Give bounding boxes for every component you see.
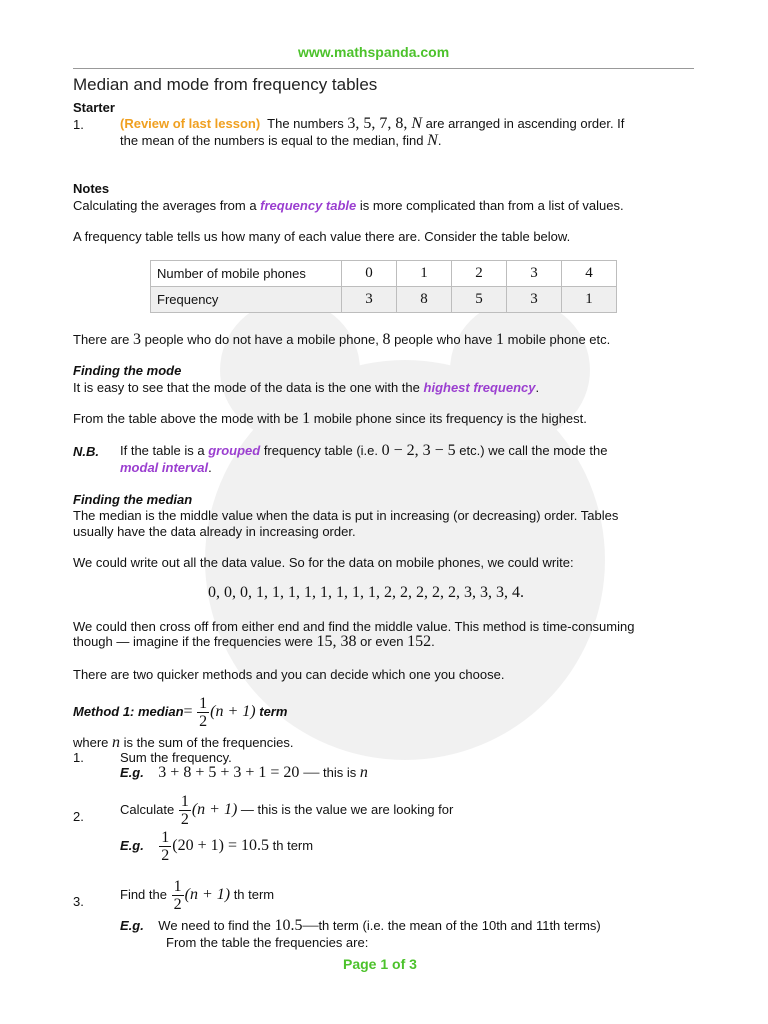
expression: (n + 1) (191, 800, 238, 818)
number: 3 (133, 331, 141, 348)
step-1-text: Sum the frequency. (120, 750, 232, 765)
starter-text-2: are arranged in ascending order. If (425, 116, 625, 131)
notes-paragraph-2: A frequency table tells us how many of each value there are. Consider the table below. (73, 229, 571, 244)
variable-n: n (112, 734, 121, 751)
site-url[interactable]: www.mathspanda.com (298, 44, 450, 60)
text: frequency table (i.e. (263, 443, 378, 458)
fraction-half (172, 878, 184, 913)
step-2-number: 2. (73, 809, 84, 824)
table-cell: 3 (507, 261, 562, 287)
denominator: 2 (199, 713, 208, 730)
table-cell: 8 (397, 287, 452, 313)
text: people who do not have a mobile phone, (144, 332, 379, 347)
step-3-example-2: From the table the frequencies are: (166, 935, 369, 950)
mode-paragraph-1 (73, 380, 539, 395)
table-cell: 5 (452, 287, 507, 313)
text: There are (73, 332, 130, 347)
sum-equation: 3 + 8 + 5 + 3 + 1 = 20 — (158, 764, 320, 781)
text: though — imagine if the frequencies were (73, 634, 313, 649)
median-paragraph-2: We could write out all the data value. So for the data on mobile phones, we could write: (73, 555, 574, 570)
denominator: 2 (173, 896, 182, 913)
table-cell: 2 (452, 261, 507, 287)
text: Calculating the averages from a (73, 198, 257, 213)
median-paragraph-3a: We could then cross off from either end and find the middle value. This method is time-consuming (73, 619, 635, 634)
starter-line-1 (120, 115, 624, 133)
panda-watermark (170, 290, 640, 810)
fraction-half (159, 829, 171, 864)
median-paragraph-4: There are two quicker methods and you can decide which one you choose. (73, 667, 505, 682)
mode-paragraph-2 (73, 410, 587, 428)
table-cell: 0 (342, 261, 397, 287)
modal-interval-term: modal interval (120, 460, 209, 475)
text: mobile phone etc. (507, 332, 611, 347)
text: th term (i.e. the mean of the 10th and 11th terms) (318, 918, 601, 933)
text: where (73, 735, 109, 750)
starter-text-3: the mean of the numbers is equal to the median, find (120, 133, 424, 148)
denominator: 2 (161, 847, 170, 864)
text: or even (360, 634, 404, 649)
starter-period: . (437, 133, 442, 148)
starter-number: 1. (73, 117, 84, 132)
median-paragraph-1a: The median is the middle value when the data is put in increasing (or decreasing) order. Tables (73, 508, 619, 523)
table-cell: 3 (342, 287, 397, 313)
number: 15, 38 (316, 633, 357, 650)
table-cell: 3 (507, 287, 562, 313)
interval-example: 0 − 2, 3 − 5 (381, 442, 456, 459)
notes-heading: Notes (73, 181, 110, 196)
method1-formula (73, 695, 287, 730)
text: is the sum of the frequencies. (123, 735, 294, 750)
number: 1 (496, 331, 504, 348)
text: We need to find the (158, 918, 271, 933)
fraction-half (179, 793, 191, 828)
expression: (n + 1) (210, 702, 256, 720)
numerator: 1 (173, 878, 182, 895)
median-paragraph-3b (73, 633, 435, 651)
step-3-text (120, 878, 274, 913)
highest-frequency-term: highest frequency (423, 380, 536, 395)
text: mobile phone since its frequency is the highest. (313, 411, 587, 426)
row-label: Frequency (151, 287, 342, 313)
page-number: Page 1 of 3 (343, 956, 417, 972)
starter-heading: Starter (73, 100, 115, 115)
text: Find the (120, 886, 167, 902)
table-cell: 1 (397, 261, 452, 287)
text: — this is the value we are looking for (240, 801, 454, 817)
denominator: 2 (180, 811, 189, 828)
row-label: Number of mobile phones (151, 261, 342, 287)
text: It is easy to see that the mode of the data is the one with the (73, 380, 420, 395)
text: . (208, 460, 212, 475)
data-list: 0, 0, 0, 1, 1, 1, 1, 1, 1, 1, 1, 2, 2, 2, 2, 2, 3, 3, 3, 4. (208, 584, 524, 601)
number: 8 (382, 331, 391, 348)
step-1-example (120, 764, 368, 782)
eg-label: E.g. (120, 837, 144, 853)
numerator: 1 (199, 695, 208, 712)
eg-label: E.g. (120, 765, 144, 780)
variable-N: N (411, 115, 423, 132)
number: 152 (407, 633, 432, 650)
step-3-example (120, 917, 601, 935)
numerator: 1 (180, 793, 189, 810)
table-cell: 4 (562, 261, 617, 287)
term-value: 10.5— (274, 917, 319, 934)
eg-label: E.g. (120, 918, 144, 933)
table-row (151, 261, 617, 287)
step-1-number: 1. (73, 750, 84, 765)
method1-label: Method 1: median (73, 703, 184, 719)
step-3-number: 3. (73, 894, 84, 909)
step-2-text (120, 793, 453, 828)
text: th term (233, 886, 275, 902)
calc-expression: (20 + 1) = 10.5 (172, 836, 269, 854)
nb-line-1 (120, 442, 607, 460)
grouped-term: grouped (208, 443, 261, 458)
step-2-example (120, 829, 313, 864)
number: 1 (302, 410, 311, 427)
equals-sign: = (183, 702, 193, 720)
text: etc.) we call the mode the (459, 443, 608, 458)
text: th term (272, 837, 314, 853)
text: From the table above the mode with be (73, 411, 299, 426)
paragraph-people (73, 331, 610, 349)
nb-label: N.B. (73, 444, 99, 459)
text: people who have (394, 332, 493, 347)
frequency-table (150, 260, 617, 313)
table-row (151, 287, 617, 313)
table-cell: 1 (562, 287, 617, 313)
frequency-table-term: frequency table (260, 198, 357, 213)
text: . (431, 634, 435, 649)
median-paragraph-1b: usually have the data already in increasing order. (73, 524, 356, 539)
numerator: 1 (161, 829, 170, 846)
nb-line-2 (120, 460, 212, 475)
fraction-half (197, 695, 209, 730)
starter-line-2 (120, 132, 441, 150)
term-label: term (259, 703, 288, 719)
expression: (n + 1) (184, 885, 231, 903)
notes-paragraph-1 (73, 198, 624, 213)
text: is more complicated than from a list of values. (359, 198, 624, 213)
variable-n: n (359, 764, 368, 781)
starter-numbers: 3, 5, 7, 8, (347, 115, 412, 132)
text: If the table is a (120, 443, 205, 458)
review-label: (Review of last lesson) (120, 116, 261, 131)
mode-heading: Finding the mode (73, 363, 182, 378)
text: this is (323, 765, 357, 780)
variable-N-2: N (427, 132, 438, 149)
median-heading: Finding the median (73, 492, 193, 507)
page-title: Median and mode from frequency tables (73, 75, 378, 94)
text: Calculate (120, 801, 175, 817)
text: . (535, 380, 540, 395)
header-divider (73, 68, 694, 69)
starter-text: The numbers (267, 116, 344, 131)
